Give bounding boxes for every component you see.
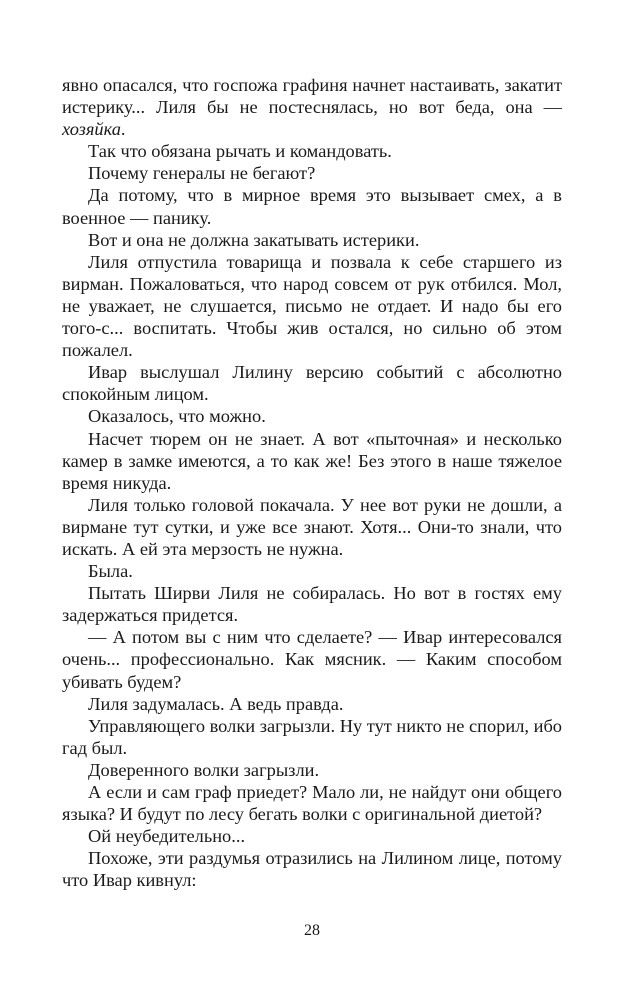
paragraph xyxy=(62,361,562,405)
paragraph xyxy=(62,140,562,162)
paragraph xyxy=(62,162,562,184)
page-number: 28 xyxy=(304,922,320,939)
text-run: Да потому, что в мирное время это вызывает смех, а в военное — панику. xyxy=(62,185,562,228)
text-run: Похоже, эти раздумья отразились на Лилином лице, потому что Ивар кивнул: xyxy=(62,848,562,891)
paragraph xyxy=(62,693,562,715)
paragraph xyxy=(62,847,562,891)
text-run: Лиля отпустила товарища и позвала к себе старшего из вирман. Пожаловаться, что народ совсем от рук отбился. Мол, не уважает, не слушается, письмо не отдает. И надо бы его того-с... воспитать. Чтобы жив остался, но сильно об этом пожалел. xyxy=(62,251,562,361)
paragraph xyxy=(62,405,562,427)
text-block xyxy=(62,74,562,891)
text-run: А если и сам граф приедет? Мало ли, не найдут они общего языка? И будут по лесу бегать волки с оригинальной диетой? xyxy=(62,782,562,825)
paragraph xyxy=(62,560,562,582)
italic-run: хозяйка xyxy=(62,119,121,140)
text-run: Была. xyxy=(88,561,133,582)
paragraph xyxy=(62,229,562,251)
text-run: Управляющего волки загрызли. Ну тут никто не спорил, ибо гад был. xyxy=(62,715,562,758)
paragraph xyxy=(62,251,562,361)
text-run: Оказалось, что можно. xyxy=(88,406,266,427)
paragraph xyxy=(62,715,562,759)
paragraph xyxy=(62,626,562,692)
paragraph xyxy=(62,428,562,494)
page-body xyxy=(62,74,562,891)
paragraph xyxy=(62,74,562,140)
paragraph xyxy=(62,582,562,626)
text-run: — А потом вы с ним что сделаете? — Ивар интересовался очень... профессионально. Как мясник. — Каким способом убивать будем? xyxy=(62,627,562,692)
text-run: Почему генералы не бегают? xyxy=(88,163,316,184)
paragraph xyxy=(62,759,562,781)
text-run: Лиля задумалась. А ведь правда. xyxy=(88,693,344,714)
text-run: Вот и она не должна закатывать истерики. xyxy=(88,229,420,250)
text-run: . xyxy=(120,119,126,140)
text-run: Ой неубедительно... xyxy=(88,826,246,847)
text-run: Так что обязана рычать и командовать. xyxy=(88,141,392,162)
paragraph xyxy=(62,825,562,847)
text-run: Доверенного волки загрызли. xyxy=(88,759,320,780)
text-run: Лиля только головой покачала. У нее вот руки не дошли, а вирмане тут сутки, и уже все знают. Хотя... Они-то знали, что искать. А ей эта мерзость не нужна. xyxy=(62,494,562,559)
text-run: Пытать Ширви Лиля не собиралась. Но вот в гостях ему задержаться придется. xyxy=(62,583,562,626)
text-run: явно опасался, что госпожа графиня начнет настаивать, закатит истерику... Лиля бы не постеснялась, но вот беда, она — xyxy=(62,75,562,118)
text-run: Насчет тюрем он не знает. А вот «пыточная» и несколько камер в замке имеются, а то как же! Без этого в наше тяжелое время никуда. xyxy=(62,428,562,493)
paragraph xyxy=(62,781,562,825)
paragraph xyxy=(62,184,562,228)
text-run: Ивар выслушал Лилину версию событий с абсолютно спокойным лицом. xyxy=(62,362,562,405)
paragraph xyxy=(62,494,562,560)
